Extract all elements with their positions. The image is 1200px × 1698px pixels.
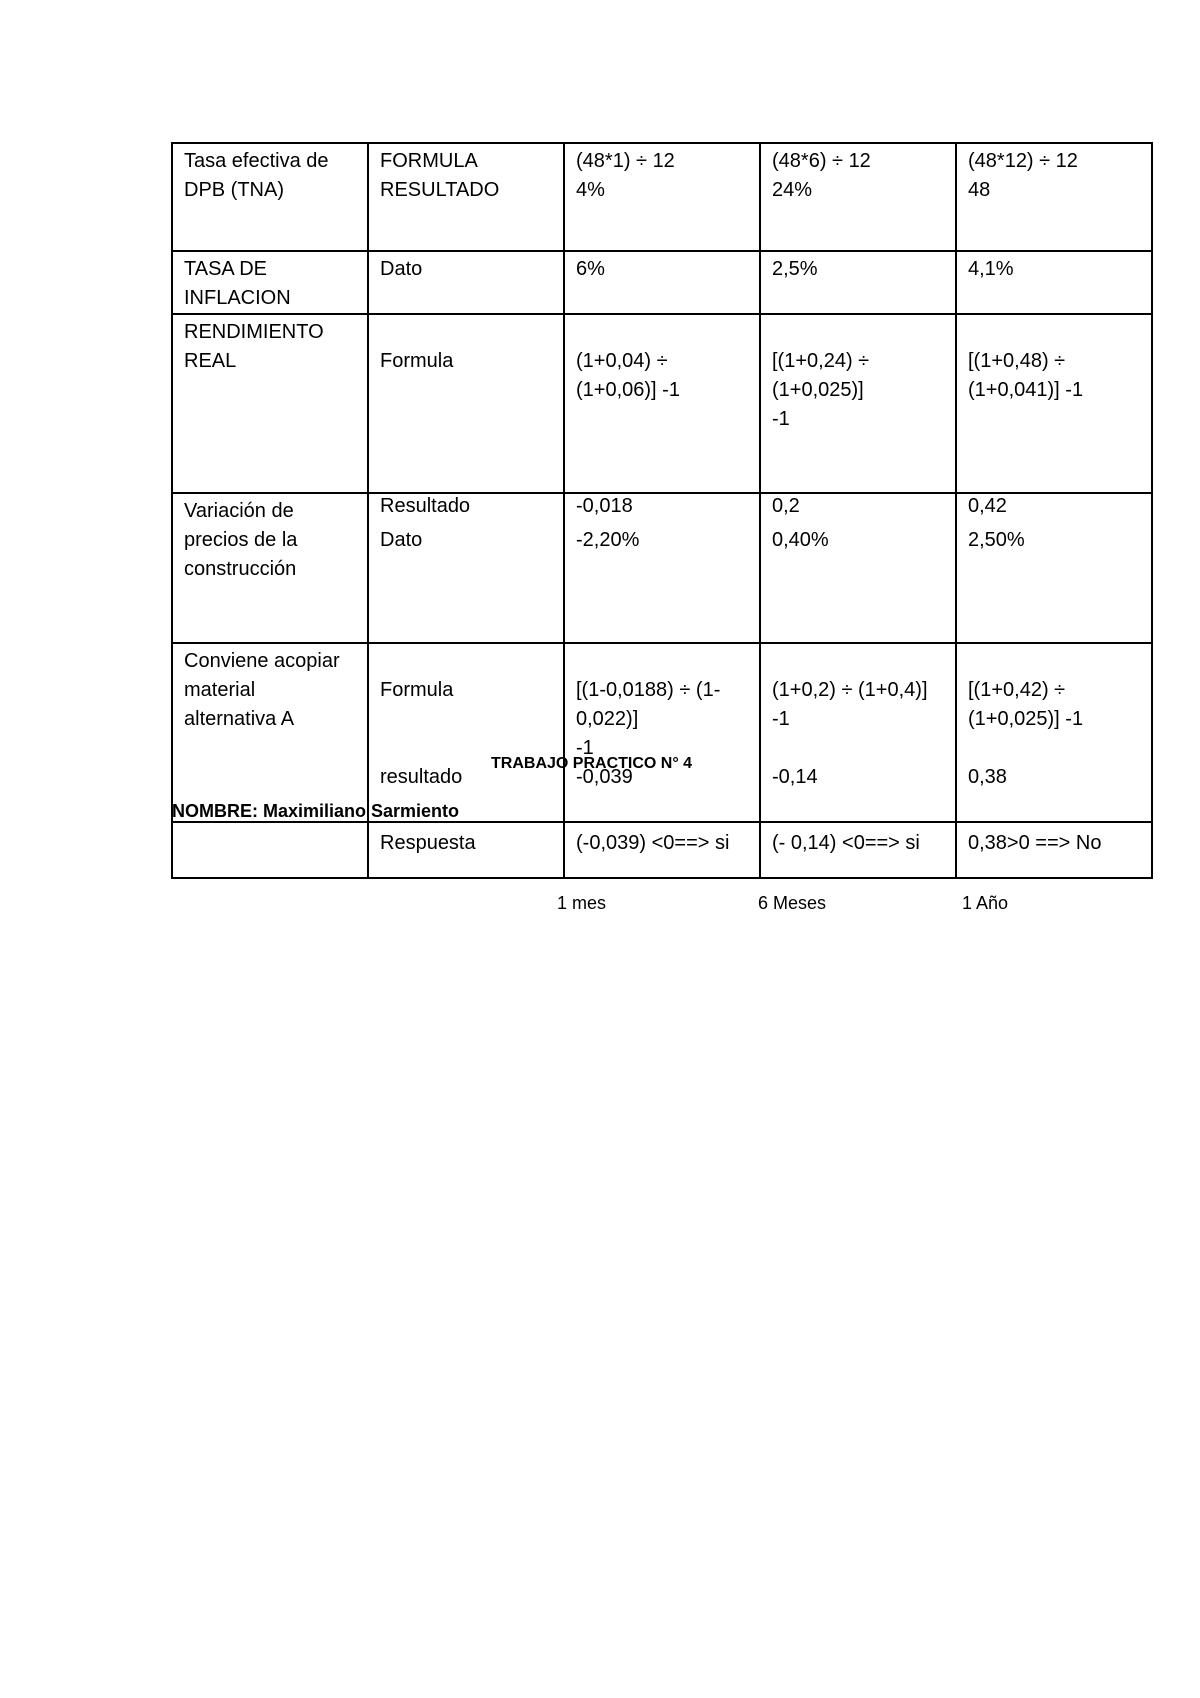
cell-1-ano [956,314,1152,517]
kind-formula: Formula [380,679,454,701]
cell-1-ano: 4,1% [956,251,1152,314]
period-label: 1 Año [962,893,1009,913]
table-row [172,643,1152,822]
row-label: RENDIMIENTO REAL [172,314,368,493]
formula: [(1-0,0188) ÷ (1- 0,022)] -1 [576,679,721,759]
cell-1-mes: -2,20% [564,493,760,643]
cell-6-meses: 0,40% [760,493,956,643]
row-kind: Dato [368,251,564,314]
cell-6-meses [760,643,956,822]
student-name: NOMBRE: Maximiliano Sarmiento [172,801,460,821]
table-row [172,314,1152,493]
row-kind: Respuesta [368,822,564,878]
period-label: 1 mes [557,893,607,913]
formula: [(1+0,24) ÷ (1+0,025)] -1 [772,350,870,430]
formula: [(1+0,42) ÷ (1+0,025)] -1 [968,679,1084,730]
cell-1-ano [956,643,1152,822]
row-kind [368,643,564,822]
cell-1-mes [564,643,760,822]
table-row [172,143,1152,251]
cell-1-ano: 2,50% [956,493,1152,643]
cell-6-meses: (48*6) ÷ 12 24% [760,143,956,251]
period-label: 6 Meses [758,893,827,913]
cell-1-ano: (48*12) ÷ 12 48 [956,143,1152,251]
row-label: Conviene acopiar material alternativa A [172,643,368,822]
cell-6-meses: (- 0,14) <0==> si [760,822,956,878]
document-title: TRABAJO PRACTICO N° 4 [491,755,693,772]
kind-result: Resultado [380,495,471,517]
result: -0,14 [772,766,818,788]
row-label: TASA DE INFLACION [172,251,368,314]
table-row [172,822,1152,878]
row-kind: FORMULA RESULTADO [368,143,564,251]
cell-1-mes: (-0,039) <0==> si [564,822,760,878]
cell-1-mes [564,314,760,517]
result: 0,2 [772,495,800,517]
result: -0,039 [576,766,633,788]
table-row [172,251,1152,314]
row-label: Tasa efectiva de DPB (TNA) [172,143,368,251]
row-kind [368,314,564,517]
row-label [172,822,368,878]
row-label: Variación de precios de la construcción [172,493,368,643]
cell-6-meses [760,314,956,517]
formula: [(1+0,48) ÷ (1+0,041)] -1 [968,350,1084,401]
formula: (1+0,04) ÷ (1+0,06)] -1 [576,350,680,401]
cell-1-mes: (48*1) ÷ 12 4% [564,143,760,251]
cell-1-mes: 6% [564,251,760,314]
row-kind: Dato [368,493,564,643]
kind-result: resultado [380,766,463,788]
result: 0,42 [968,495,1007,517]
cell-1-ano: 0,38>0 ==> No [956,822,1152,878]
result: 0,38 [968,766,1007,788]
cell-6-meses: 2,5% [760,251,956,314]
kind-formula: Formula [380,350,454,372]
formula: (1+0,2) ÷ (1+0,4)] -1 [772,679,928,730]
result: -0,018 [576,495,633,517]
